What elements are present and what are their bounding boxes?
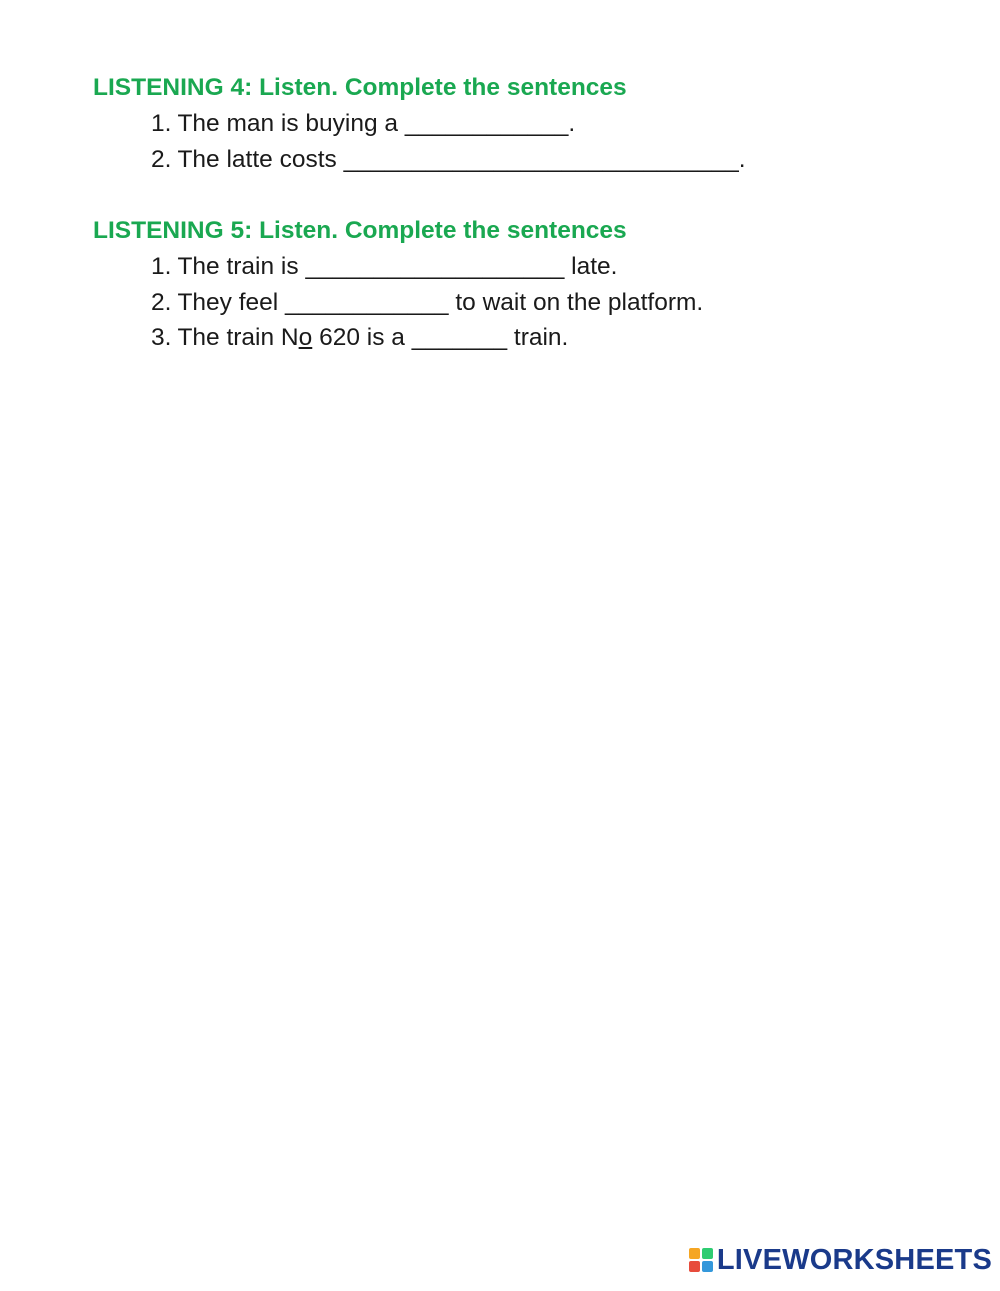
answer-blank[interactable]: _____________________________ — [343, 145, 739, 173]
listening-4-section — [93, 70, 746, 177]
section-title: LISTENING 5: Listen. Complete the sentences — [93, 217, 627, 244]
question-text-end: . — [568, 110, 576, 137]
listening-5-section — [93, 213, 703, 356]
question-number: 2. — [151, 288, 172, 316]
logo-square-icon — [689, 1248, 700, 1259]
question-list — [93, 106, 746, 177]
question-item — [151, 320, 703, 356]
question-text: The man is buying a — [177, 110, 405, 137]
question-text-middle: 620 is a — [312, 324, 412, 351]
question-number: 1. — [151, 110, 172, 137]
question-text: The latte costs — [177, 145, 344, 173]
question-text: The train N — [177, 324, 299, 351]
question-item — [151, 142, 746, 178]
question-number: 1. — [151, 253, 172, 280]
answer-blank[interactable]: ___________________ — [305, 253, 565, 280]
answer-blank[interactable]: ____________ — [285, 288, 449, 316]
question-item — [151, 285, 703, 321]
answer-blank[interactable]: ____________ — [404, 110, 569, 137]
answer-blank[interactable]: _______ — [411, 324, 508, 351]
section-title: LISTENING 4: Listen. Complete the sentences — [93, 74, 627, 101]
question-text: The train is — [177, 253, 306, 280]
question-text-end: to wait on the platform. — [448, 288, 704, 316]
liveworksheets-logo-icon — [689, 1248, 713, 1272]
question-text-end: . — [738, 145, 746, 173]
logo-square-icon — [702, 1261, 713, 1272]
question-item — [151, 106, 746, 142]
question-item — [151, 249, 703, 285]
logo-square-icon — [689, 1261, 700, 1272]
logo-square-icon — [702, 1248, 713, 1259]
question-list — [93, 249, 703, 356]
question-text: They feel — [177, 288, 286, 316]
question-number: 3. — [151, 324, 172, 351]
brand-name: LIVEWORKSHEETS — [716, 1244, 992, 1276]
question-text-end: late. — [564, 253, 618, 280]
question-number: 2. — [151, 145, 172, 173]
liveworksheets-brand[interactable] — [689, 1243, 992, 1277]
number-abbrev-o: o — [298, 324, 313, 351]
question-text-end: train. — [507, 324, 569, 351]
